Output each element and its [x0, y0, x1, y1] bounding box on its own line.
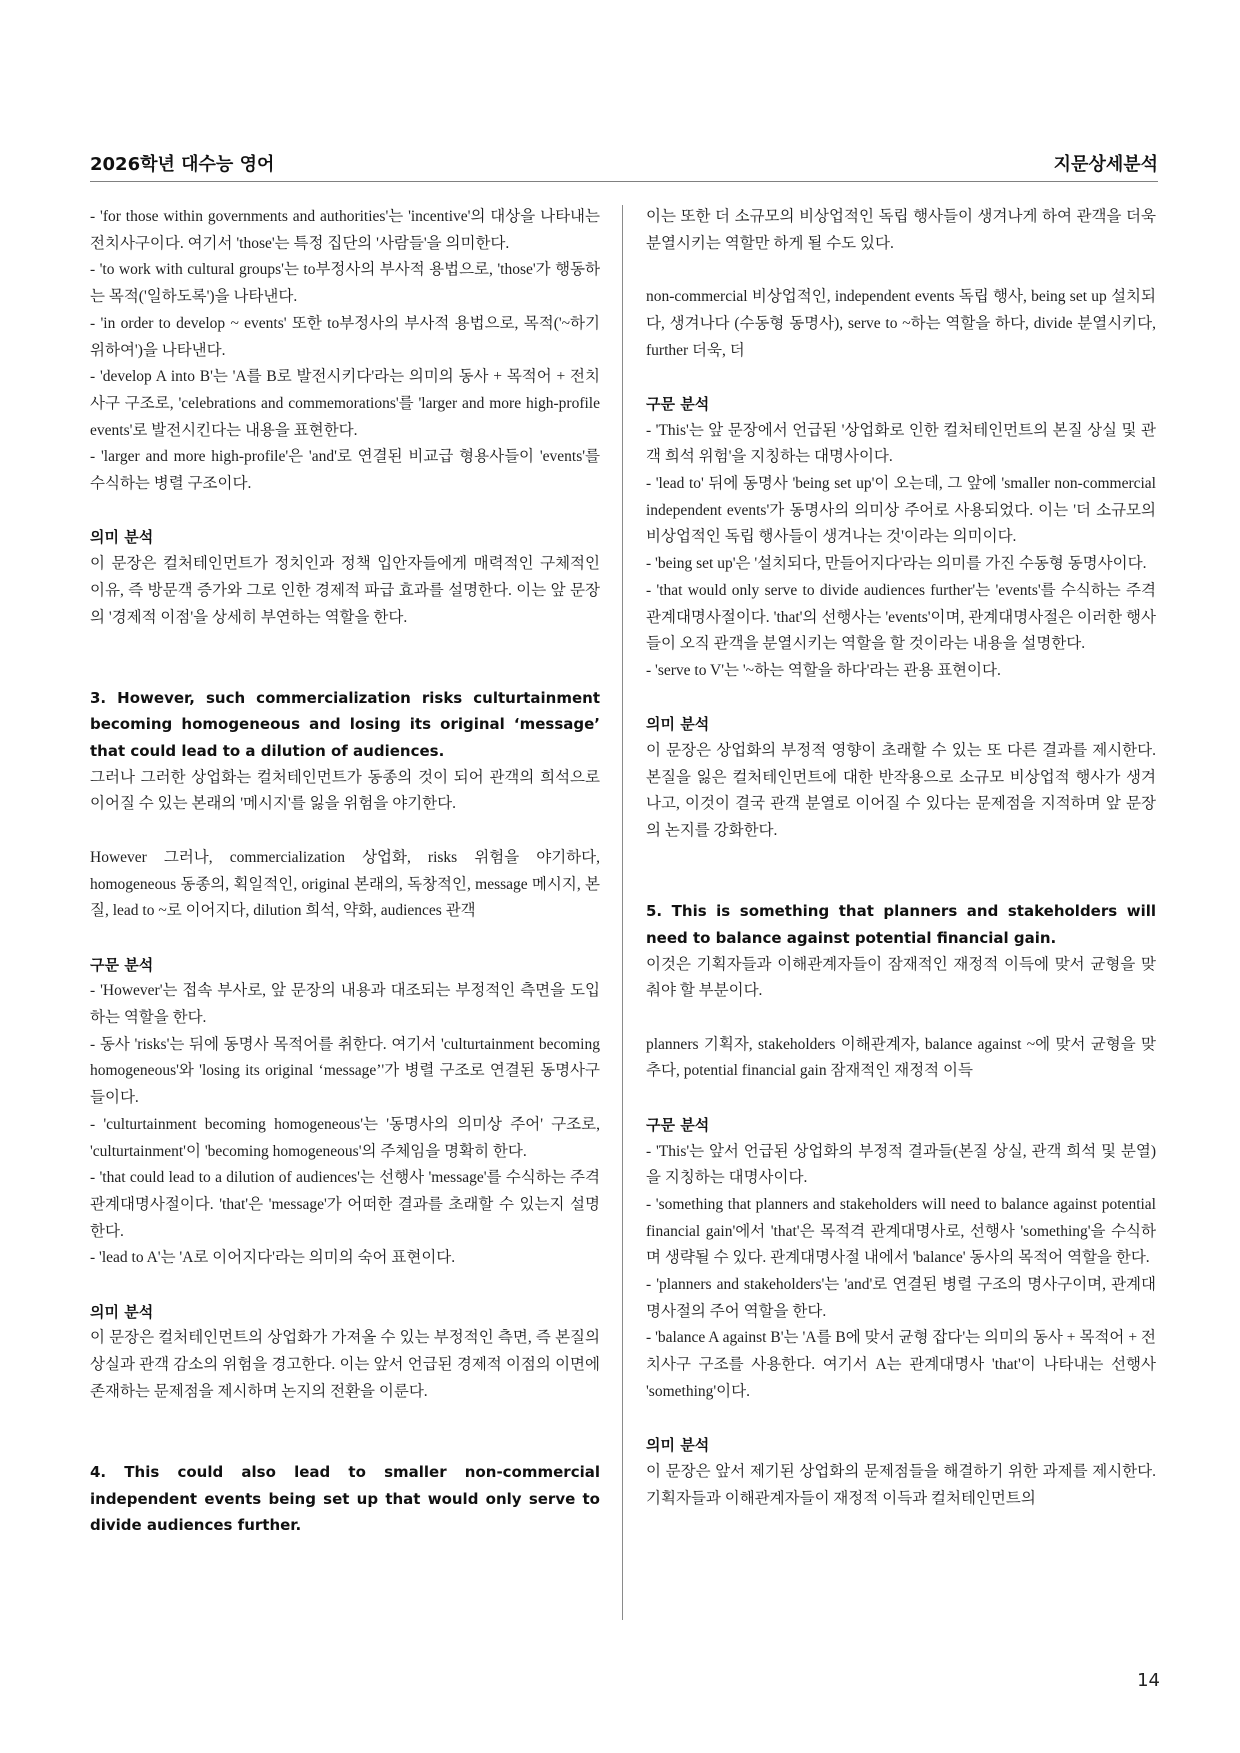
bullet: - 'This'는 앞서 언급된 상업화의 부정적 결과들(본질 상실, 관객 희석 및 분열)을 지칭하는 대명사이다.: [646, 1142, 1156, 1187]
sentence-5-vocab: planners 기획자, stakeholders 이해관계자, balance against ~에 맞서 균형을 맞추다, potential financial gain 잠재적인 재정적 이득: [646, 1035, 1156, 1080]
bullet: - 'However'는 접속 부사로, 앞 문장의 내용과 대조되는 부정적인 측면을 도입하는 역할을 한다.: [90, 982, 600, 1027]
column-divider: [622, 205, 623, 1620]
bullet: - 'that would only serve to divide audiences further'는 'events'를 수식하는 주격 관계대명사절이다. 'that'의 선행사는 'events'이며, 관계대명사절은 이러한 행사들이 오직 관객을 분열시키는 역할을 할 것이라는 내용을 설명한다.: [646, 581, 1156, 653]
sentence-3-korean: 그러나 그러한 상업화는 컬처테인먼트가 동종의 것이 되어 관객의 희석으로 이어질 수 있는 본래의 '메시지'를 잃을 위험을 야기한다.: [90, 768, 600, 813]
bullet: - 'This'는 앞 문장에서 언급된 '상업화로 인한 컬처테인먼트의 본질 상실 및 관객 희석 위험'을 지칭하는 대명사이다.: [646, 421, 1156, 466]
bullet: - 'that could lead to a dilution of audiences'는 선행사 'message'를 수식하는 주격 관계대명사절이다. 'that'은 'message'가 어떠한 결과를 초래할 수 있는지 설명한다.: [90, 1169, 600, 1240]
bullet: - 'culturtainment becoming homogeneous'는 '동명사의 의미상 주어' 구조로, 'culturtainment'이 'becoming homogeneous'의 주체임을 명확히 한다.: [90, 1115, 600, 1160]
page-number: 14: [1137, 1670, 1160, 1691]
meaning-heading: 의미 분석: [90, 528, 154, 547]
meaning-heading: 의미 분석: [90, 1302, 154, 1321]
bullet: - 'develop A into B'는 'A를 B로 발전시키다'라는 의미의 동사 + 목적어 + 전치사구 구조로, 'celebrations and commemorations'를 'larger and more high-profile events'로 발전시킨다는 내용을 표현한다.: [90, 368, 600, 439]
section-title: 지문상세분석: [1053, 154, 1158, 175]
bullet: - 'balance A against B'는 'A를 B에 맞서 균형 잡다'는 의미의 동사 + 목적어 + 전치사구 구조를 사용한다. 여기서 A는 관계대명사 'that'이 나타내는 선행사 'something'이다.: [646, 1329, 1156, 1400]
bullet: - 'something that planners and stakeholders will need to balance against potential financial gain'에서 'that'은 목적격 관계대명사로, 선행사 'something'을 수식하며 생략될 수 있다. 관계대명사절 내에서 'balance' 동사의 목적어 역할을 한다.: [646, 1195, 1156, 1267]
bullet: - 'serve to V'는 '~하는 역할을 하다'라는 관용 표현이다.: [646, 661, 1001, 679]
sentence-4-korean: 이는 또한 더 소규모의 비상업적인 독립 행사들이 생겨나게 하여 관객을 더욱 분열시키는 역할만 하게 될 수도 있다.: [646, 208, 1156, 252]
sentence-4-vocab: non-commercial 비상업적인, independent events 독립 행사, being set up 설치되다, 생겨나다 (수동형 동명사), serve to ~하는 역할을 하다, divide 분열시키다, further 더욱, 더: [646, 288, 1156, 359]
syntax-heading: 구문 분석: [646, 394, 710, 413]
meaning-heading: 의미 분석: [646, 1436, 710, 1455]
meaning-text: 이 문장은 컬처테인먼트가 정치인과 정책 입안자들에게 매력적인 구체적인 이유, 즉 방문객 증가와 그로 인한 경제적 파급 효과를 설명한다. 이는 앞 문장의 '경제적 이점'을 상세히 부연하는 역할을 한다.: [90, 555, 600, 626]
sentence-3-vocab: However 그러나, commercialization 상업화, risks 위험을 야기하다, homogeneous 동종의, 획일적인, original 본래의, 독창적인, message 메시지, 본질, lead to ~로 이어지다, dilution 희석, 약화, audiences 관객: [90, 848, 600, 920]
sentence-4-english: 4. This could also lead to smaller non-commercial independent events being set up that would only serve to divide audiences further.: [90, 1462, 600, 1535]
right-column: [646, 204, 1156, 1512]
left-column: [90, 204, 600, 1539]
bullet: - 'being set up'은 '설치되다, 만들어지다'라는 의미를 가진 수동형 동명사이다.: [646, 555, 1147, 573]
bullet: - 'larger and more high-profile'은 'and'로 연결된 비교급 형용사들이 'events'를 수식하는 병렬 구조이다.: [90, 448, 600, 493]
header-divider: [90, 181, 1158, 182]
bullet: - 'to work with cultural groups'는 to부정사의 부사적 용법으로, 'those'가 행동하는 목적('일하도록')을 나타낸다.: [90, 261, 600, 306]
page-header: [90, 150, 1158, 180]
syntax-heading: 구문 분석: [646, 1115, 710, 1134]
bullet: - 'lead to A'는 'A로 이어지다'라는 의미의 숙어 표현이다.: [90, 1249, 456, 1267]
meaning-text: 이 문장은 앞서 제기된 상업화의 문제점들을 해결하기 위한 과제를 제시한다. 기획자들과 이해관계자들이 재정적 이득과 컬처테인먼트의: [646, 1462, 1156, 1507]
document-title: 2026학년 대수능 영어: [90, 154, 275, 175]
bullet: - 'planners and stakeholders'는 'and'로 연결된 병렬 구조의 명사구이며, 관계대명사절의 주어 역할을 한다.: [646, 1276, 1156, 1320]
bullet: - 동사 'risks'는 뒤에 동명사 목적어를 취한다. 여기서 'culturtainment becoming homogeneous'와 'losing its original ‘message’'가 병렬 구조로 연결된 동명사구들이다.: [90, 1035, 600, 1107]
meaning-text: 이 문장은 상업화의 부정적 영향이 초래할 수 있는 또 다른 결과를 제시한다. 본질을 잃은 컬처테인먼트에 대한 반작용으로 소규모 비상업적 행사가 생겨나고, 이것이 결국 관객 분열로 이어질 수 있다는 문제점을 지적하며 앞 문장의 논지를 강화한다.: [646, 742, 1156, 840]
sentence-5-korean: 이것은 기획자들과 이해관계자들이 잠재적인 재정적 이득에 맞서 균형을 맞춰야 할 부분이다.: [646, 955, 1156, 1000]
sentence-3-english: 3. However, such commercialization risks culturtainment becoming homogeneous and losing its original ‘message’ that could lead to a dilution of audiences.: [90, 688, 600, 761]
bullet: - 'lead to' 뒤에 동명사 'being set up'이 오는데, 그 앞에 'smaller non-commercial independent events'가 동명사의 의미상 주어로 사용되었다. 이는 '더 소규모의 비상업적인 독립 행사들이 생겨나는 것'이라는 의미이다.: [646, 475, 1156, 546]
meaning-heading: 의미 분석: [646, 715, 710, 734]
meaning-text: 이 문장은 컬처테인먼트의 상업화가 가져올 수 있는 부정적인 측면, 즉 본질의 상실과 관객 감소의 위험을 경고한다. 이는 앞서 언급된 경제적 이점의 이면에 존재하는 문제점을 제시하며 논지의 전환을 이룬다.: [90, 1329, 600, 1400]
syntax-heading: 구문 분석: [90, 955, 154, 974]
sentence-5-english: 5. This is something that planners and stakeholders will need to balance against potential financial gain.: [646, 902, 1156, 947]
bullet: - 'in order to develop ~ events' 또한 to부정사의 부사적 용법으로, 목적('~하기 위하여')을 나타낸다.: [90, 314, 600, 359]
bullet: - 'for those within governments and authorities'는 'incentive'의 대상을 나타내는 전치사구이다. 여기서 'those'는 특정 집단의 '사람들'을 의미한다.: [90, 208, 600, 252]
